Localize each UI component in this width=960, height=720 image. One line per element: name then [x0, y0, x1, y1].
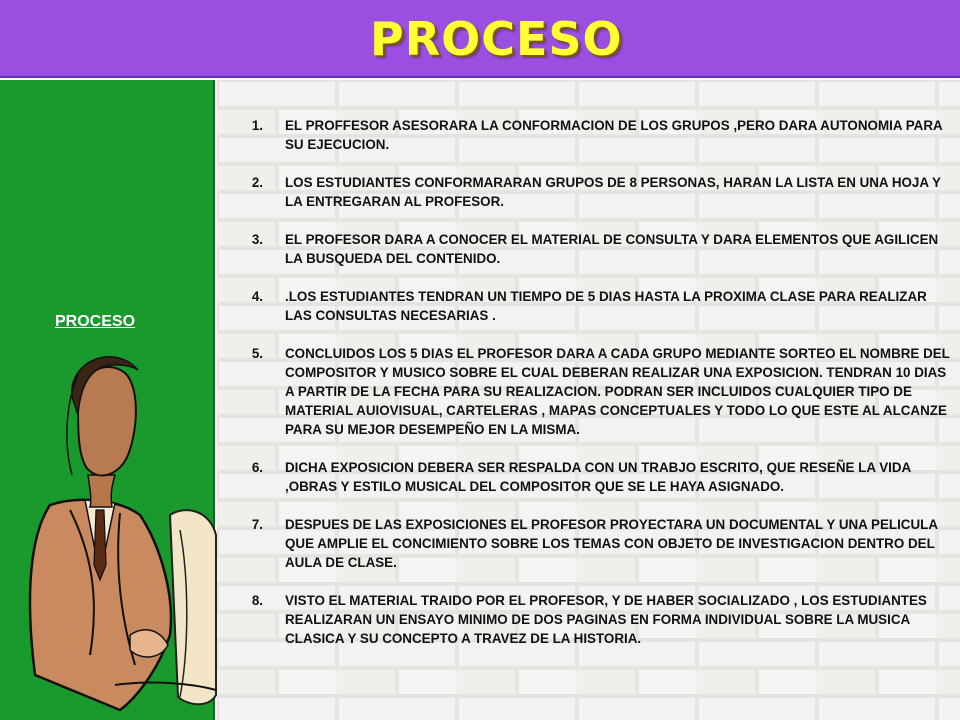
- person-at-computer-illustration: [20, 335, 220, 715]
- sidebar-label[interactable]: PROCESO: [55, 313, 136, 330]
- list-item: [233, 173, 953, 211]
- step-text: DICHA EXPOSICION DEBERA SER RESPALDA CON UN TRABJO ESCRITO, QUE RESEÑE LA VIDA ,OBRAS Y ESTILO MUSICAL DEL COMPOSITOR QUE SE LE HAYA ASIGNADO.: [285, 460, 911, 494]
- step-number: 4.: [251, 289, 263, 304]
- list-item: [233, 116, 953, 154]
- list-item: [233, 515, 953, 572]
- step-number: 3.: [251, 232, 263, 247]
- step-number: 7.: [251, 517, 263, 532]
- step-text: VISTO EL MATERIAL TRAIDO POR EL PROFESOR, Y DE HABER SOCIALIZADO , LOS ESTUDIANTES REALIZARAN UN ENSAYO MINIMO DE DOS PAGINAS EN FORMA INDIVIDUAL SOBRE LA MUSICA CLASICA Y SU CONCEPTO A TRAVEZ DE LA HISTORIA.: [285, 593, 927, 646]
- step-number: 1.: [251, 118, 263, 133]
- list-item: [233, 344, 953, 439]
- step-text: EL PROFFESOR ASESORARA LA CONFORMACION DE LOS GRUPOS ,PERO DARA AUTONOMIA PARA SU EJECUCION.: [285, 118, 943, 152]
- process-steps-list: [233, 116, 953, 667]
- step-text: DESPUES DE LAS EXPOSICIONES EL PROFESOR PROYECTARA UN DOCUMENTAL Y UNA PELICULA QUE AMPLIE EL CONCIMIENTO SOBRE LOS TEMAS CON OBJETO DE INVESTIGACION DENTRO DEL AULA DE CLASE.: [285, 517, 938, 570]
- header-bar: [0, 0, 960, 78]
- step-text: EL PROFESOR DARA A CONOCER EL MATERIAL DE CONSULTA Y DARA ELEMENTOS QUE AGILICEN LA BUSQUEDA DEL CONTENIDO.: [285, 232, 939, 266]
- list-item: [233, 230, 953, 268]
- step-number: 2.: [251, 175, 263, 190]
- list-item: [233, 287, 953, 325]
- step-number: 8.: [251, 593, 263, 608]
- content-area: [217, 80, 960, 720]
- step-text: LOS ESTUDIANTES CONFORMARARAN GRUPOS DE 8 PERSONAS, HARAN LA LISTA EN UNA HOJA Y LA ENTREGARAN AL PROFESOR.: [285, 175, 941, 209]
- list-item: [233, 591, 953, 648]
- page-title: PROCESO: [370, 12, 623, 66]
- step-text: .LOS ESTUDIANTES TENDRAN UN TIEMPO DE 5 DIAS HASTA LA PROXIMA CLASE PARA REALIZAR LAS CONSULTAS NECESARIAS .: [285, 289, 927, 323]
- sidebar: [0, 80, 215, 720]
- step-text: CONCLUIDOS LOS 5 DIAS EL PROFESOR DARA A CADA GRUPO MEDIANTE SORTEO EL NOMBRE DEL COMPOSITOR Y MUSICO SOBRE EL CUAL DEBERAN REALIZAR UNA EXPOSICION. TENDRAN 10 DIAS A PARTIR DE LA FECHA PARA SU REALIZACION. PODRAN SER INCLUIDOS CUALQUIER TIPO DE MATERIAL AUIOVISUAL, CARTELERAS , MAPAS CONCEPTUALES Y TODO LO QUE ESTE AL ALCANZE PARA SU MEJOR DESEMPEÑO EN LA MISMA.: [285, 346, 950, 437]
- list-item: [233, 458, 953, 496]
- step-number: 5.: [251, 346, 263, 361]
- step-number: 6.: [251, 460, 263, 475]
